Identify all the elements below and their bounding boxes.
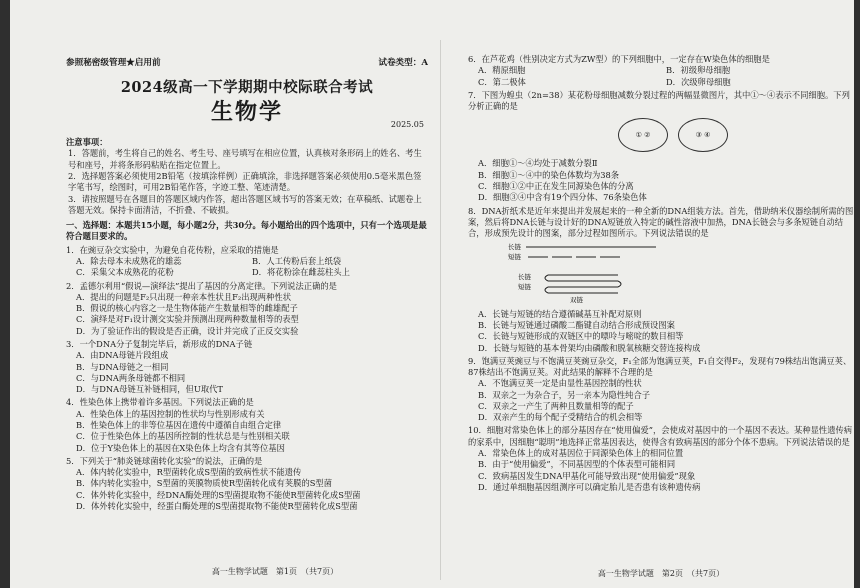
question-stem: 5．下列关于“肺炎链球菌转化实验”的说法，正确的是: [66, 455, 263, 466]
label-long-chain: 长链: [508, 243, 521, 252]
option: D．细胞③④中含有19个四分体、76条染色体: [478, 192, 647, 203]
option: B．人工传粉后套上纸袋: [252, 256, 342, 266]
option: D．体外转化实验中，经蛋白酶处理的S型菌提取物不能使R型菌转化成S型菌: [76, 500, 358, 511]
option: D．双亲产生的每个配子受精结合的机会相等: [478, 412, 643, 423]
note-item: 2．选择题答案必须使用2B铅笔（按填涂样例）正确填涂，非选择题答案必须使用0.5毫米黑色签字笔书写，绘图时，可用2B铅笔作答，字迹工整、笔迹清楚。: [68, 171, 422, 193]
subject-title: 生物学: [210, 99, 283, 126]
question-stem: 1．在豌豆杂交实验中，为避免自花传粉，应采取的措施是: [66, 244, 279, 255]
option-row: [468, 65, 854, 76]
option: B．体内转化实验中，S型菌的荚膜物质使R型菌转化成有荚膜的S型菌: [76, 478, 333, 489]
option: C．双亲之一产生了两种且数量相等的配子: [478, 400, 634, 411]
option: D．与DNA母链互补链相同，但U取代T: [76, 384, 223, 395]
option: A．提出的问题是F₂只出现一种亲本性状且F₂出现两种性状: [76, 291, 291, 302]
question-stem: 6．在芦花鸡（性别决定方式为ZW型）的下列细胞中，一定存在W染色体的细胞是: [468, 54, 770, 64]
option: C．第二极体: [478, 76, 526, 87]
option: C．位于性染色体上的基因所控制的性状总是与性别相关联: [76, 431, 290, 442]
option: A．性染色体上的基因控制的性状均与性别形成有关: [76, 408, 265, 419]
option: B．双亲之一为杂合子，另一亲本为隐性纯合子: [478, 389, 651, 400]
question-stem: 9．饱满豆荚豌豆与不饱满豆荚豌豆杂交，F₁全部为饱满豆荚，F₁自交得F₂，发现有79株结出饱满豆荚、87株结出不饱满豆荚。对此结果的解释不合理的是: [468, 355, 852, 378]
option: A．由DNA母链片段组成: [76, 350, 169, 361]
question-stem: 3．一个DNA分子复制完毕后，新形成的DNA子链: [66, 338, 253, 349]
page-footer: 高一生物学试题 第1页 （共7页）: [211, 567, 339, 577]
option: B．与DNA母链之一相同: [76, 361, 169, 372]
option: B．长链与短链通过磷酸二酯键自动结合形成预设图案: [478, 319, 675, 330]
page-footer: 高一生物学试题 第2页 （共7页）: [597, 569, 725, 579]
note-item: 1．答题前，考生将自己的姓名、考生号、座号填写在相应位置，认真核对条形码上的姓名、考生号和座号，并将条形码粘贴在指定位置上。: [68, 148, 422, 170]
notes-heading: 注意事项：: [66, 137, 108, 148]
label-b: 短链: [518, 283, 531, 292]
option: A．精原细胞: [478, 65, 526, 76]
label-a: 长链: [518, 273, 531, 282]
page-divider: [440, 40, 441, 580]
option: A．不饱满豆荚一定是由显性基因控制的性状: [478, 378, 642, 389]
option: D．通过单细胞基因组测序可以确定胎儿是否患有该种遗传病: [478, 481, 701, 492]
option: A．除去母本未成熟花的雄蕊: [76, 256, 182, 266]
option-row: [66, 267, 428, 278]
option: C．体外转化实验中，经DNA酶处理的S型菌提取物不能使R型菌转化成S型菌: [76, 489, 361, 500]
option: A．细胞①～④均处于减数分裂Ⅱ: [478, 158, 598, 169]
option: C．致病基因发生DNA甲基化可能导致出现“使用偏爱”现象: [478, 470, 696, 481]
exam-title: 2024级高一下学期期中校际联合考试: [120, 78, 374, 96]
question-stem: 2．孟德尔利用“假说—演绎法”提出了基因的分离定律。下列说法正确的是: [66, 280, 337, 291]
dna-origami-diagram: [508, 241, 658, 303]
note-item: 3．请按照题号在各题目的答题区域内作答，超出答题区域书写的答案无效；在草稿纸、试题卷上答题无效。保持卡面清洁，不折叠、不破损。: [68, 193, 422, 215]
micrograph-figure: [618, 115, 854, 155]
option-row: [66, 256, 428, 267]
option: C．采集父本成熟花的花粉: [76, 267, 174, 278]
section-heading: 一、选择题：本题共15小题，每小题2分，共30分。每小题给出的四个选项中，只有一个选项是最符合题目要求的。: [66, 220, 427, 242]
header-row: [66, 58, 428, 70]
scan-edge-right: [854, 0, 860, 588]
option: B．由于“使用偏爱”，不同基因型的个体表型可能相同: [478, 459, 676, 470]
option: B．性染色体上的非等位基因在遗传中遵循自由组合定律: [76, 419, 282, 430]
label-short-chain: 短链: [508, 253, 521, 262]
option: D．次级卵母细胞: [666, 76, 731, 87]
micrograph-cell: ① ②: [618, 118, 668, 152]
exam-date: 2025.05: [390, 120, 424, 130]
option: D．为了验证作出的假设是否正确，设计并完成了正反交实验: [76, 325, 299, 336]
option: D．将花粉涂在雌蕊柱头上: [252, 267, 350, 278]
question-stem: 4．性染色体上携带着许多基因。下列说法正确的是: [66, 397, 254, 408]
question-stem: 10．细胞对常染色体上的部分基因存在“使用偏爱”，会使成对基因中的一个基因不表达。某种显性遗传病的家系中，因细胞“聪明”地选择正常基因表达，使得含有致病基因的部分个体不患病。下列说法错误的是: [468, 425, 853, 447]
option-row: [468, 77, 854, 88]
option: D．长链与短链的基本骨架均由磷酸和脱氧核糖交替连接构成: [478, 342, 701, 353]
option: C．细胞①②中正在发生同源染色体的分离: [478, 180, 634, 191]
micrograph-cell: ③ ④: [678, 118, 728, 152]
paper-type: 试卷类型：A: [378, 58, 428, 68]
page-1: [10, 50, 428, 578]
option: C．与DNA两条母链都不相同: [76, 372, 186, 383]
option: D．位于Y染色体上的基因在X染色体上均含有其等位基因: [76, 442, 285, 453]
option: C．演绎是对F₁设计测交实验并预测出现两种数量相等的表型: [76, 314, 299, 325]
option: B．细胞①～④中的染色体数均为38条: [478, 169, 620, 180]
confidential-label: 参照秘密级管理★启用前: [66, 58, 161, 68]
question-stem: 8．DNA折纸术是近年来提出并发展起来的一种全新的DNA组装方法。首先，借助纳米仪器绘制所需的图案，然后将DNA长链与设计好的DNA短链放入特定的碱性溶液中加热，DNA长链会与多条短链自动结合，形成预先设计的图案，部分过程如图所示。下列说法错误的是: [468, 205, 854, 239]
option: A．常染色体上的成对基因位于同源染色体上的相同位置: [478, 448, 684, 459]
option: B．初级卵母细胞: [666, 65, 731, 76]
question-stem: 7．下图为蝗虫（2n=38）某花粉母细胞减数分裂过程的两幅显微图片，其中①～④表示不同细胞。下列分析正确的是: [468, 89, 850, 112]
scan-edge-left: [0, 0, 10, 588]
page-2: [468, 52, 854, 580]
option: A．长链与短链的结合遵循碱基互补配对原则: [478, 308, 642, 319]
option: A．体内转化实验中，R型菌转化成S型菌的致病性状不能遗传: [76, 467, 302, 478]
label-c: 双链: [570, 296, 583, 304]
option: B．假说的核心内容之一是生物体能产生数量相等的雌雄配子: [76, 303, 298, 314]
option: C．长链与短链形成的双链区中的嘌呤与嘧啶的数目相等: [478, 331, 684, 342]
